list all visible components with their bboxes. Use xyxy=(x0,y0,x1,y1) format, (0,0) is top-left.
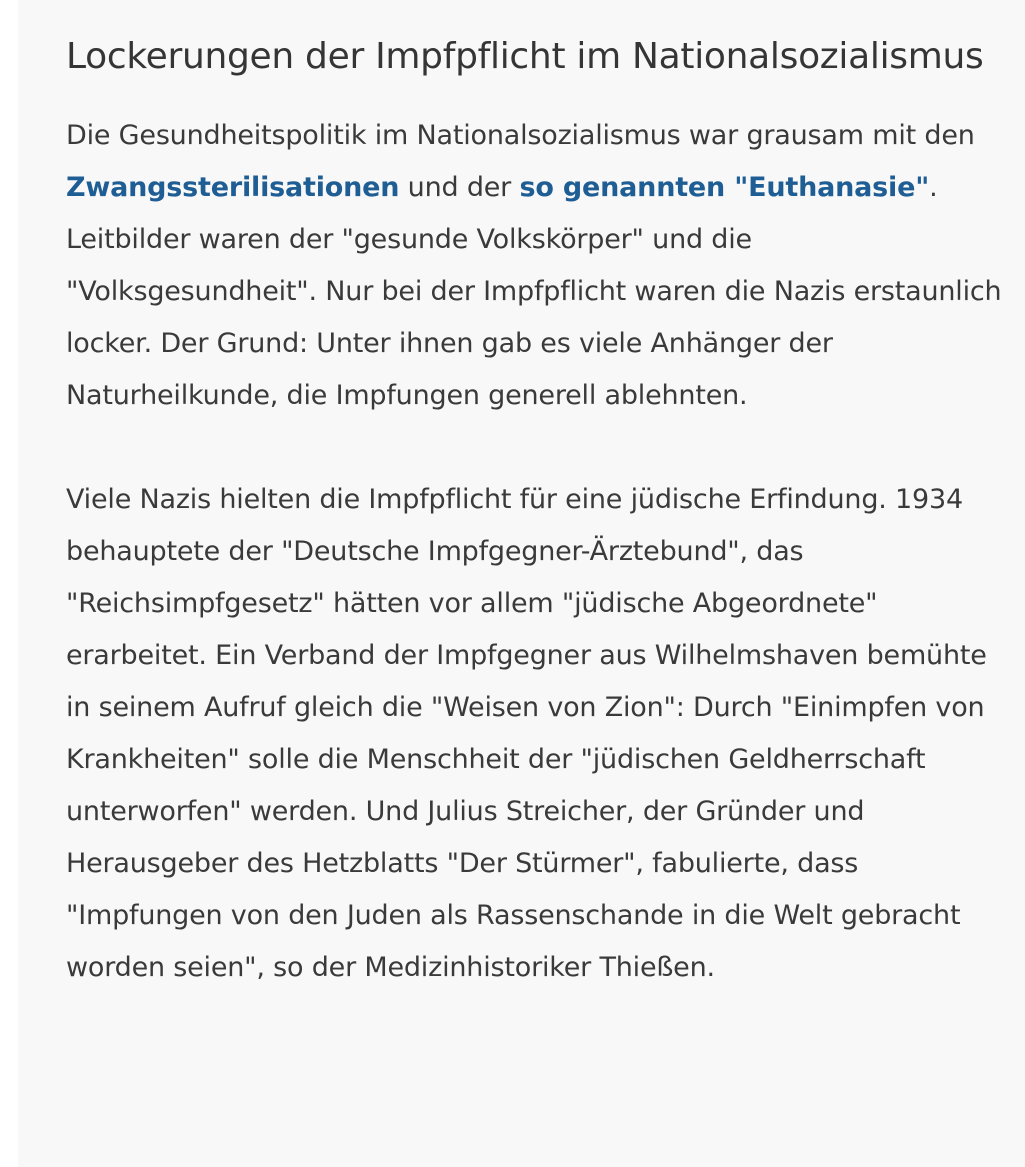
article-heading: Lockerungen der Impfpflicht im Nationalsozialismus xyxy=(66,36,984,77)
article-page xyxy=(18,0,1025,1167)
article-body xyxy=(66,30,1011,994)
paragraph-1-text-c: . Leitbilder waren der "gesunde Volkskörper" und die "Volksgesundheit". Nur bei der Impfpflicht waren die Nazis erstaunlich locker. Der Grund: Unter ihnen gab es viele Anhänger der Naturheilkunde, die Impfungen generell ablehnten. xyxy=(66,172,1002,411)
article-paragraph-1 xyxy=(66,110,1011,422)
paragraph-1-text-b: und der xyxy=(399,172,520,203)
link-euthanasie[interactable]: so genannten "Euthanasie" xyxy=(519,172,930,203)
paragraph-1-text-a: Die Gesundheitspolitik im Nationalsozialismus war grausam mit den xyxy=(66,120,975,151)
article-paragraph-2: Viele Nazis hielten die Impfpflicht für eine jüdische Erfindung. 1934 behauptete der "Deutsche Impfgegner-Ärztebund", das "Reichsimpfgesetz" hätten vor allem "jüdische Abgeordnete" erarbeitet. Ein Verband der Impfgegner aus Wilhelmshaven bemühte in seinem Aufruf gleich die "Weisen von Zion": Durch "Einimpfen von Krankheiten" solle die Menschheit der "jüdischen Geldherrschaft unterworfen" werden. Und Julius Streicher, der Gründer und Herausgeber des Hetzblatts "Der Stürmer", fabulierte, dass "Impfungen von den Juden als Rassenschande in die Welt gebracht worden seien", so der Medizinhistoriker Thießen. xyxy=(66,484,987,983)
link-zwangssterilisationen[interactable]: Zwangssterilisationen xyxy=(66,172,400,203)
